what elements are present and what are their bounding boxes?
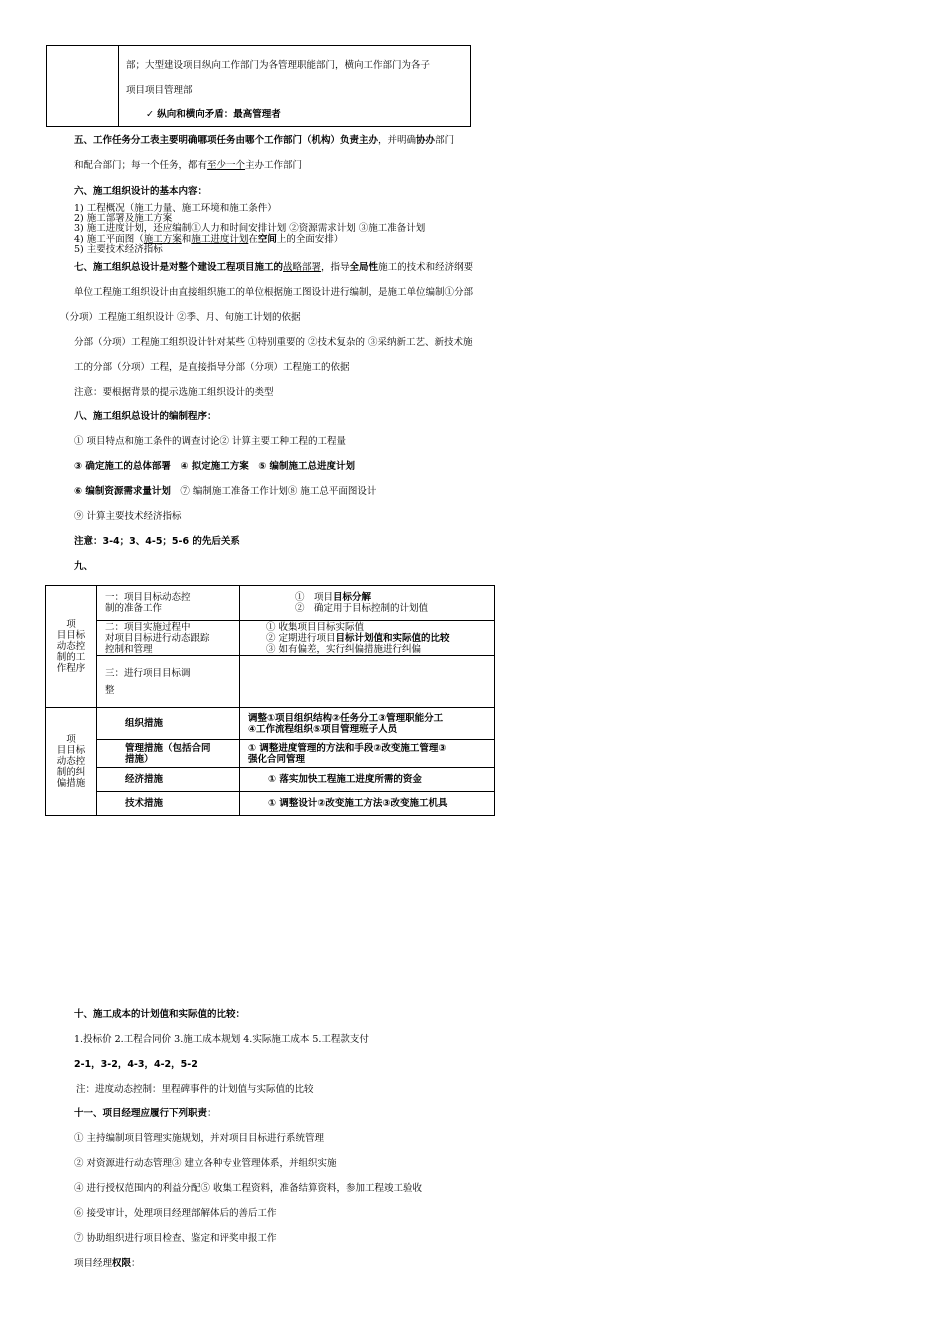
s7-c: ，指导	[321, 262, 350, 273]
s5-h: 主办工作部门	[245, 160, 303, 171]
group2-label-cell	[46, 708, 97, 816]
s8-line2: ③ 确定施工的总体部署 ④ 拟定施工方案 ⑤ 编制施工总进度计划	[74, 461, 356, 472]
s11-last-c: ：	[131, 1258, 141, 1269]
row1-right-1	[295, 592, 494, 603]
top-box-line2: 项目项目管理部	[126, 85, 193, 96]
s6-item-1: 1) 工程概况（施工力量、施工环境和施工条件）	[74, 203, 277, 214]
m2-text: ① 调整进度管理的方法和手段②改变施工管理③ 强化合同管理	[248, 742, 447, 765]
s5-line1	[74, 132, 454, 146]
m1-text: 调整①项目组织结构②任务分工③管理职能分工 ④工作流程组织⑤项目管理班子人员	[248, 712, 444, 735]
s7-line5: 工的分部（分项）工程，是直接指导分部（分项）工程施工的依据	[74, 362, 350, 373]
s6-item-5: 5) 主要技术经济指标	[74, 244, 163, 255]
row2-right-3: ③ 如有偏差，实行纠偏措施进行纠偏	[266, 643, 422, 655]
s11-last-a: 项目经理	[74, 1258, 113, 1269]
s11-title-a: 十一、项目经理应履行下列	[74, 1108, 189, 1119]
s9-title: 九、	[74, 561, 94, 572]
s7-line2: 单位工程施工组织设计由直接组织施工的单位根据施工图设计进行编制，是施工单位编制①分部	[74, 287, 474, 298]
s10-line2: 2-1，3-2，4-3，4-2，5-2	[74, 1059, 198, 1070]
m3-label: 经济措施	[97, 768, 240, 792]
s11-last-b: 权限	[112, 1258, 132, 1269]
s6-i4e: 在	[248, 234, 258, 245]
row1-right-2: ② 确定用于目标控制的计划值	[295, 603, 429, 614]
row2-mid: 二：项目实施过程中 对项目目标进行动态跟踪 控制和管理	[105, 621, 210, 655]
s5-f: 和配合部门；每一个任务，都有	[74, 160, 208, 171]
row2-right-2	[266, 633, 494, 644]
row1-mid: 一：项目目标动态控 制的准备工作	[105, 592, 191, 614]
s6-i4d: 施工进度计划	[191, 234, 249, 245]
s5-b: 主办	[359, 135, 379, 146]
m2-text-cell	[240, 740, 495, 768]
s7-b: 战略部署	[283, 262, 322, 273]
s11-title-c: ：	[207, 1108, 217, 1119]
row3-mid: 三：进行项目目标调 整	[105, 667, 191, 696]
row1-mid-cell	[97, 586, 240, 621]
row1-right-1b: 目标分解	[333, 592, 372, 603]
s6-i4f: 空间	[257, 234, 277, 245]
m3-text: ① 落实加快工程施工进度所需的资金	[240, 768, 495, 792]
s6-i4a: 4) 施工平面图（	[74, 234, 144, 245]
s7-note: 注意：要根据背景的提示选施工组织设计的类型	[74, 387, 274, 398]
s5-c: ，并明确	[378, 135, 417, 146]
s10-line1: 1.投标价 2.工程合同价 3.施工成本规划 4.实际施工成本 5.工程款支付	[74, 1034, 369, 1045]
m2-label: 管理措施（包括合同 措施）	[125, 742, 211, 765]
s5-d: 协办	[416, 135, 436, 146]
s7-line1	[74, 259, 473, 273]
s6-item-2: 2) 施工部署及施工方案	[74, 213, 173, 224]
row2-right-1: ① 收集项目目标实际值	[266, 621, 365, 633]
s10-title: 十、施工成本的计划值和实际值的比较：	[74, 1009, 246, 1020]
m4-label: 技术措施	[97, 792, 240, 816]
s11-line4: ⑥ 接受审计，处理项目经理部解体后的善后工作	[74, 1208, 277, 1219]
s8-note: 注意：3-4；3、4-5；5-6 的先后关系	[74, 536, 240, 547]
s11-line1: ① 主持编制项目管理实施规划，并对项目目标进行系统管理	[74, 1133, 325, 1144]
s11-last	[74, 1255, 141, 1269]
top-box-line3	[146, 106, 281, 120]
group1-label: 项 目目标 动态控 制的工 作程序	[56, 619, 86, 674]
s11-title-b: 职责	[188, 1108, 208, 1119]
group1-label-cell	[46, 586, 97, 708]
m1-label: 组织措施	[97, 708, 240, 740]
s7-line3: （分项）工程施工组织设计 ②季、月、旬施工计划的依据	[60, 312, 301, 323]
s7-d: 全局性	[349, 262, 379, 273]
row1-right-1a: ① 项目	[295, 592, 334, 603]
s5-a: 五、工作任务分工表主要明确哪项任务由哪个工作部门（机构）负责	[74, 135, 360, 146]
s8-line4: ⑨ 计算主要技术经济指标	[74, 511, 182, 522]
s6-item-3: 3) 施工进度计划，还应编制①人力和时间安排计划 ②资源需求计划 ③施工准备计划	[74, 223, 426, 234]
row3-mid-cell	[97, 656, 240, 708]
s5-e: 部门	[435, 135, 455, 146]
row1-right-cell	[240, 586, 495, 621]
s7-a: 七、施工组织总设计是对整个建设工程项目施工的	[74, 262, 284, 273]
s8-line3	[74, 483, 376, 497]
s6-title: 六、施工组织设计的基本内容：	[74, 186, 208, 197]
s6-i4g: 上的全面安排）	[276, 234, 344, 245]
group2-label: 项 目目标 动态控 制的纠 偏措施	[56, 734, 86, 789]
s11-line5: ⑦ 协助组织进行项目检查、鉴定和评奖申报工作	[74, 1233, 277, 1244]
s11-title	[74, 1105, 217, 1119]
s8-title: 八、施工组织总设计的编制程序：	[74, 411, 217, 422]
top-box-divider	[118, 46, 119, 126]
row2-right-cell	[240, 621, 495, 656]
s10-note: 注：进度动态控制：里程碑事件的计划值与实际值的比较	[76, 1084, 314, 1095]
m2-label-cell	[97, 740, 240, 768]
control-table	[45, 585, 495, 816]
top-box-line3-text: 纵向和横向矛盾：最高管理者	[157, 109, 281, 120]
s6-i4b: 施工方案	[143, 234, 182, 245]
s7-e: 施工的技术和经济纲要	[378, 262, 474, 273]
m4-text: ① 调整设计②改变施工方法③改变施工机具	[240, 792, 495, 816]
row3-right-cell	[240, 656, 495, 708]
s6-i4c: 和	[181, 234, 192, 245]
s8-l3b: ⑦ 编制施工准备工作计划⑧ 施工总平面图设计	[170, 486, 377, 497]
check-icon: ✓	[146, 109, 154, 120]
s7-line4: 分部（分项）工程施工组织设计针对某些 ①特别重要的 ②技术复杂的 ③采纳新工艺、新技术施	[74, 337, 473, 348]
row2-mid-cell	[97, 621, 240, 656]
s11-line2: ② 对资源进行动态管理③ 建立各种专业管理体系，并组织实施	[74, 1158, 337, 1169]
s8-l3a: ⑥ 编制资源需求量计划	[74, 486, 171, 497]
top-box-line1: 部；大型建设项目纵向工作部门为各管理职能部门，横向工作部门为各子	[126, 60, 431, 71]
s5-g: 至少一个	[207, 160, 246, 171]
row2-right-2a: ② 定期进行项目	[266, 632, 336, 644]
s8-line1: ① 项目特点和施工条件的调查讨论② 计算主要工种工程的工程量	[74, 436, 347, 447]
s11-line3: ④ 进行授权范围内的利益分配⑤ 收集工程资料，准备结算资料，参加工程竣工验收	[74, 1183, 423, 1194]
s5-line2	[74, 157, 302, 171]
row2-right-2b: 目标计划值和实际值的比较	[335, 632, 450, 644]
m1-text-cell	[240, 708, 495, 740]
